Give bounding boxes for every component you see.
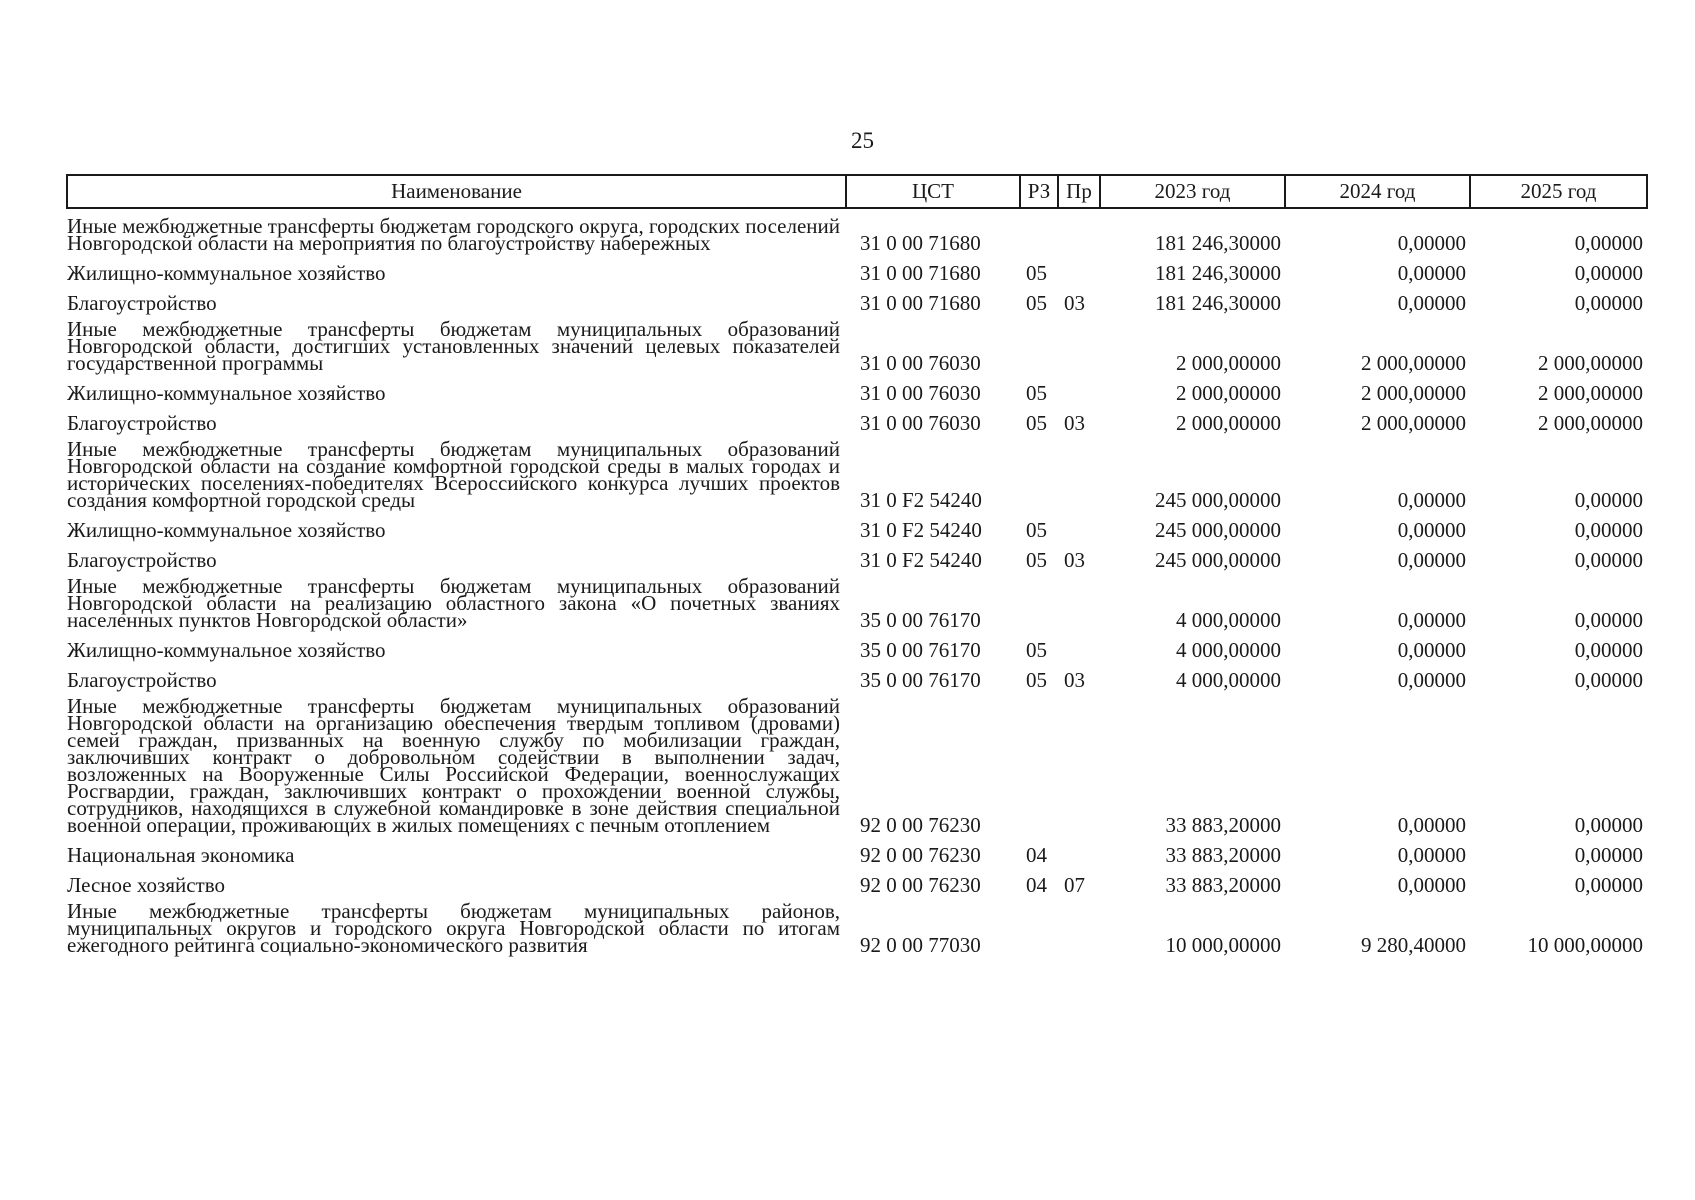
table-row-sub	[67, 539, 1647, 569]
table-row-sub	[67, 659, 1647, 689]
cell-pr: 03	[1064, 291, 1085, 315]
cell-2023: 2 000,00000	[1176, 351, 1281, 375]
cell-2023: 4 000,00000	[1176, 638, 1281, 662]
cell-2023: 181 246,30000	[1155, 291, 1281, 315]
table-row-sub	[67, 282, 1647, 312]
cell-2024: 0,00000	[1397, 873, 1466, 897]
cell-rz: 05	[1026, 261, 1047, 285]
cell-2025: 0,00000	[1574, 813, 1643, 837]
cell-2024: 0,00000	[1397, 608, 1466, 632]
table-row-group	[67, 894, 1647, 954]
cell-2025: 2 000,00000	[1538, 351, 1643, 375]
cell-cst: 92 0 00 76230	[860, 873, 981, 897]
cell-name: Благоустройство	[67, 291, 217, 315]
cell-2025: 0,00000	[1574, 548, 1643, 572]
cell-2023: 181 246,30000	[1155, 261, 1281, 285]
cell-rz	[1020, 312, 1058, 372]
cell-name: Жилищно-коммунальное хозяйство	[67, 261, 386, 285]
cell-name: Иные межбюджетные трансферты бюджетам муниципальных образований Новгородской области на создание комфортной городской среды в малых городах и исторических поселениях-победителях Всероссийского конкурса лучших проектов создания комфортной городской среды	[67, 437, 840, 512]
cell-name: Национальная экономика	[67, 843, 295, 867]
cell-rz	[1020, 208, 1058, 252]
header-2024: 2024 год	[1285, 175, 1470, 208]
cell-2025: 0,00000	[1574, 608, 1643, 632]
cell-2025: 0,00000	[1574, 261, 1643, 285]
cell-cst: 31 0 00 71680	[860, 291, 981, 315]
cell-2024: 0,00000	[1397, 518, 1466, 542]
cell-2025: 0,00000	[1574, 638, 1643, 662]
page-number: 25	[851, 128, 874, 153]
cell-2023: 4 000,00000	[1176, 608, 1281, 632]
cell-2023: 2 000,00000	[1176, 411, 1281, 435]
cell-rz: 04	[1026, 843, 1047, 867]
cell-cst: 31 0 00 76030	[860, 351, 981, 375]
cell-2023: 10 000,00000	[1165, 933, 1281, 957]
cell-pr	[1058, 509, 1100, 539]
cell-cst: 31 0 00 76030	[860, 381, 981, 405]
cell-name: Иные межбюджетные трансферты бюджетам муниципальных образований Новгородской области на реализацию областного закона «О почетных званиях населенных пунктов Новгородской области»	[67, 574, 840, 632]
cell-name: Благоустройство	[67, 548, 217, 572]
cell-rz: 05	[1026, 548, 1047, 572]
table-body	[67, 208, 1647, 957]
cell-name: Иные межбюджетные трансферты бюджетам муниципальных образований Новгородской области на организацию обеспечения твердым топливом (дровами) семей граждан, призванных на военную службу по мобилизации граждан, заключивших контракт о добровольном содействии в выполнении задач, возложенных на Вооруженные Силы Российской Федерации, военнослужащих Росгвардии, граждан, заключивших контракт о прохождении военной службы, сотрудников, находящихся в служебной командировке в зоне действия специальной военной операции, проживающих в жилых помещениях с печным отоплением	[67, 694, 840, 837]
cell-2025: 0,00000	[1574, 873, 1643, 897]
cell-2024: 0,00000	[1397, 638, 1466, 662]
table-row-group	[67, 208, 1647, 252]
table-header-row	[67, 175, 1647, 208]
cell-2023: 181 246,30000	[1155, 231, 1281, 255]
cell-cst: 31 0 00 76030	[860, 411, 981, 435]
cell-2025: 0,00000	[1574, 843, 1643, 867]
cell-2025: 0,00000	[1574, 291, 1643, 315]
cell-rz: 05	[1026, 668, 1047, 692]
cell-cst: 35 0 00 76170	[860, 608, 981, 632]
cell-2023: 4 000,00000	[1176, 668, 1281, 692]
cell-cst: 35 0 00 76170	[860, 638, 981, 662]
cell-name: Иные межбюджетные трансферты бюджетам муниципальных районов, муниципальных округов и городского округа Новгородской области по итогам ежегодного рейтинга социально-экономического развития	[67, 899, 840, 957]
table-row-sub	[67, 252, 1647, 282]
cell-rz: 05	[1026, 381, 1047, 405]
cell-2024: 0,00000	[1397, 548, 1466, 572]
cell-cst: 31 0 F2 54240	[860, 548, 982, 572]
table-row-sub	[67, 834, 1647, 864]
cell-2025: 10 000,00000	[1527, 933, 1643, 957]
header-cst: ЦСТ	[846, 175, 1020, 208]
cell-rz	[1020, 432, 1058, 509]
table-row-sub	[67, 509, 1647, 539]
cell-pr	[1058, 689, 1100, 834]
cell-pr	[1058, 894, 1100, 954]
header-2025: 2025 год	[1470, 175, 1647, 208]
header-rz: РЗ	[1020, 175, 1058, 208]
cell-cst: 92 0 00 76230	[860, 813, 981, 837]
cell-cst: 31 0 00 71680	[860, 231, 981, 255]
cell-2023: 33 883,20000	[1165, 843, 1281, 867]
cell-cst: 92 0 00 77030	[860, 933, 981, 957]
cell-2025: 2 000,00000	[1538, 381, 1643, 405]
cell-rz: 05	[1026, 518, 1047, 542]
cell-name: Благоустройство	[67, 411, 217, 435]
cell-2024: 2 000,00000	[1361, 351, 1466, 375]
cell-pr	[1058, 372, 1100, 402]
cell-name: Жилищно-коммунальное хозяйство	[67, 381, 386, 405]
table-row-sub	[67, 402, 1647, 432]
cell-2024: 0,00000	[1397, 843, 1466, 867]
table-row-group	[67, 569, 1647, 629]
cell-cst: 92 0 00 76230	[860, 843, 981, 867]
table-row-sub	[67, 864, 1647, 894]
header-name: Наименование	[67, 175, 846, 208]
cell-name: Благоустройство	[67, 668, 217, 692]
cell-pr	[1058, 569, 1100, 629]
cell-2023: 245 000,00000	[1155, 518, 1281, 542]
cell-2024: 0,00000	[1397, 813, 1466, 837]
cell-rz: 05	[1026, 291, 1047, 315]
cell-name: Жилищно-коммунальное хозяйство	[67, 638, 386, 662]
cell-2025: 2 000,00000	[1538, 411, 1643, 435]
cell-2025: 0,00000	[1574, 518, 1643, 542]
cell-pr	[1058, 432, 1100, 509]
cell-2024: 9 280,40000	[1361, 933, 1466, 957]
cell-2024: 0,00000	[1397, 668, 1466, 692]
cell-name: Иные межбюджетные трансферты бюджетам городского округа, городских поселений Новгородской области на мероприятия по благоустройству набережных	[67, 214, 840, 255]
cell-2024: 0,00000	[1397, 488, 1466, 512]
cell-name: Жилищно-коммунальное хозяйство	[67, 518, 386, 542]
table-row-group	[67, 312, 1647, 372]
cell-cst: 31 0 F2 54240	[860, 488, 982, 512]
cell-pr	[1058, 312, 1100, 372]
cell-pr: 07	[1064, 873, 1085, 897]
header-pr: Пр	[1058, 175, 1100, 208]
cell-cst: 35 0 00 76170	[860, 668, 981, 692]
cell-rz: 05	[1026, 411, 1047, 435]
cell-2024: 2 000,00000	[1361, 381, 1466, 405]
cell-2025: 0,00000	[1574, 668, 1643, 692]
cell-pr	[1058, 629, 1100, 659]
cell-2023: 2 000,00000	[1176, 381, 1281, 405]
cell-cst: 31 0 00 71680	[860, 261, 981, 285]
cell-rz	[1020, 689, 1058, 834]
cell-2023: 245 000,00000	[1155, 548, 1281, 572]
cell-2024: 0,00000	[1397, 291, 1466, 315]
cell-pr: 03	[1064, 548, 1085, 572]
table-row-sub	[67, 629, 1647, 659]
table-row-sub	[67, 372, 1647, 402]
cell-cst: 31 0 F2 54240	[860, 518, 982, 542]
cell-rz: 04	[1026, 873, 1047, 897]
table-row-group	[67, 689, 1647, 834]
cell-2023: 33 883,20000	[1165, 873, 1281, 897]
budget-table	[66, 174, 1648, 957]
cell-pr	[1058, 208, 1100, 252]
cell-2023: 245 000,00000	[1155, 488, 1281, 512]
cell-rz	[1020, 569, 1058, 629]
table-row-group	[67, 432, 1647, 509]
cell-pr	[1058, 252, 1100, 282]
cell-2025: 0,00000	[1574, 488, 1643, 512]
cell-2025: 0,00000	[1574, 231, 1643, 255]
cell-2023: 33 883,20000	[1165, 813, 1281, 837]
cell-pr	[1058, 834, 1100, 864]
cell-2024: 0,00000	[1397, 231, 1466, 255]
header-2023: 2023 год	[1100, 175, 1285, 208]
cell-2024: 0,00000	[1397, 261, 1466, 285]
cell-rz	[1020, 894, 1058, 954]
cell-name: Иные межбюджетные трансферты бюджетам муниципальных образований Новгородской области, достигших установленных значений целевых показателей государственной программы	[67, 317, 840, 375]
cell-pr: 03	[1064, 411, 1085, 435]
cell-pr: 03	[1064, 668, 1085, 692]
cell-name: Лесное хозяйство	[67, 873, 225, 897]
cell-rz: 05	[1026, 638, 1047, 662]
cell-2024: 2 000,00000	[1361, 411, 1466, 435]
